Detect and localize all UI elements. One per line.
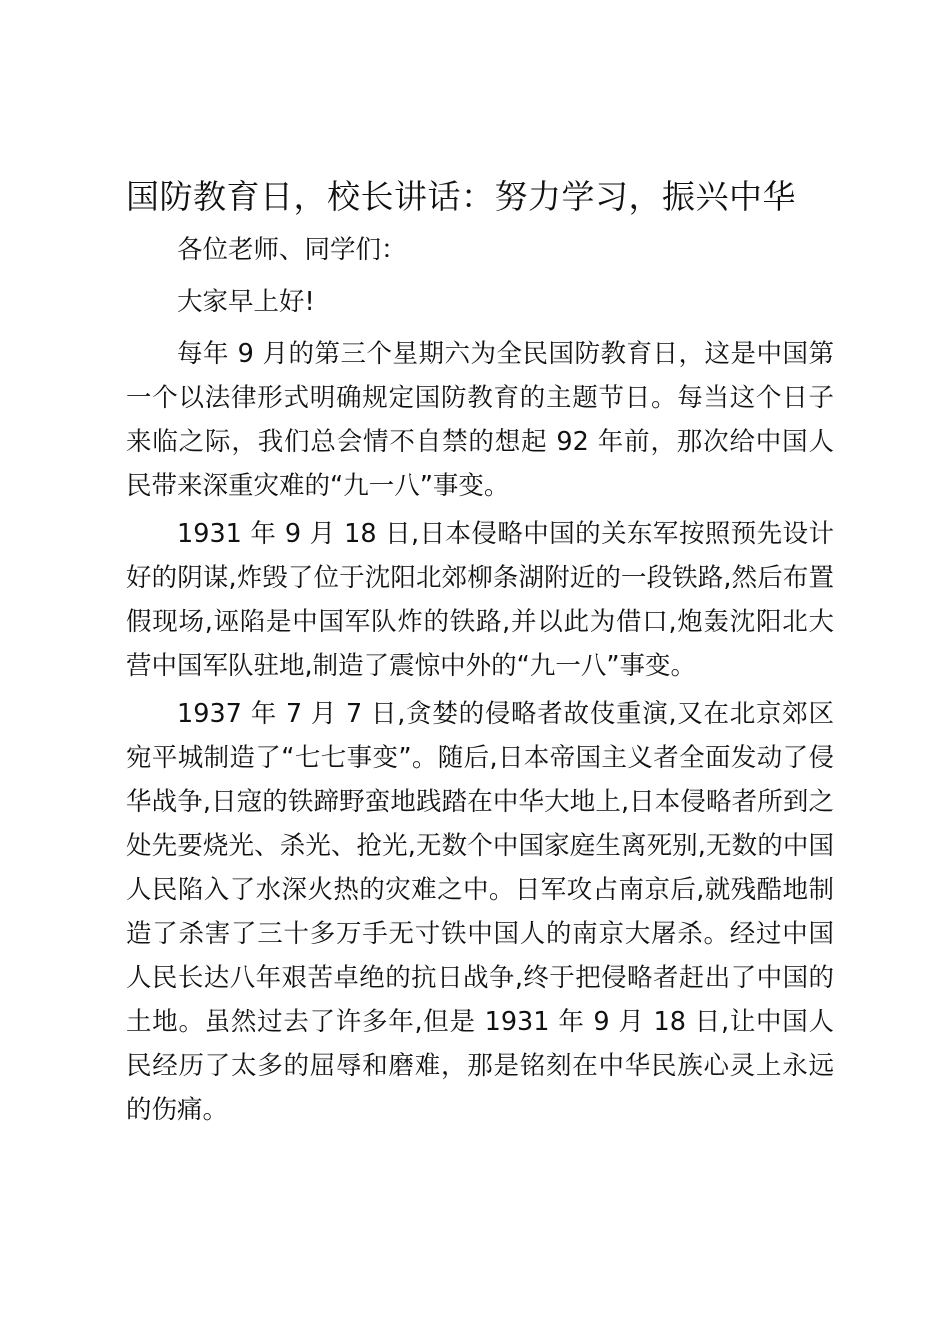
document-title: 国防教育日，校长讲话：努力学习，振兴中华: [126, 177, 796, 216]
paragraph-1: 每年 9 月的第三个星期六为全民国防教育日，这是中国第一个以法律形式明确规定国防教育的主题节日。每当这个日子来临之际，我们总会情不自禁的想起 92 年前，那次给中国人民带来深重灾难的“九一八”事变。: [126, 339, 834, 501]
salutation: 各位老师、同学们：: [177, 235, 407, 265]
paragraph-2: 1931 年 9 月 18 日,日本侵略中国的关东军按照预先设计好的阴谋,炸毁了位于沈阳北郊柳条湖附近的一段铁路,然后布置假现场,诬陷是中国军队炸的铁路,并以此为借口,炮轰沈阳北大营中国军队驻地,制造了震惊中外的“九一八”事变。: [126, 519, 834, 681]
paragraph-3: 1937 年 7 月 7 日,贪婪的侵略者故伎重演,又在北京郊区宛平城制造了“七七事变”。随后,日本帝国主义者全面发动了侵华战争,日寇的铁蹄野蛮地践踏在中华大地上,日本侵略者所到之处先要烧光、杀光、抢光,无数个中国家庭生离死别,无数的中国人民陷入了水深火热的灾难之中。日军攻占南京后,就残酷地制造了杀害了三十多万手无寸铁中国人的南京大屠杀。经过中国人民长达八年艰苦卓绝的抗日战争,终于把侵略者赶出了中国的土地。虽然过去了许多年,但是 1931 年 9 月 18 日,让中国人民经历了太多的屈辱和磨难，那是铭刻在中华民族心灵上永远的伤痛。: [126, 699, 834, 1125]
document-body: [126, 174, 834, 1132]
greeting: 大家早上好!: [177, 287, 315, 317]
